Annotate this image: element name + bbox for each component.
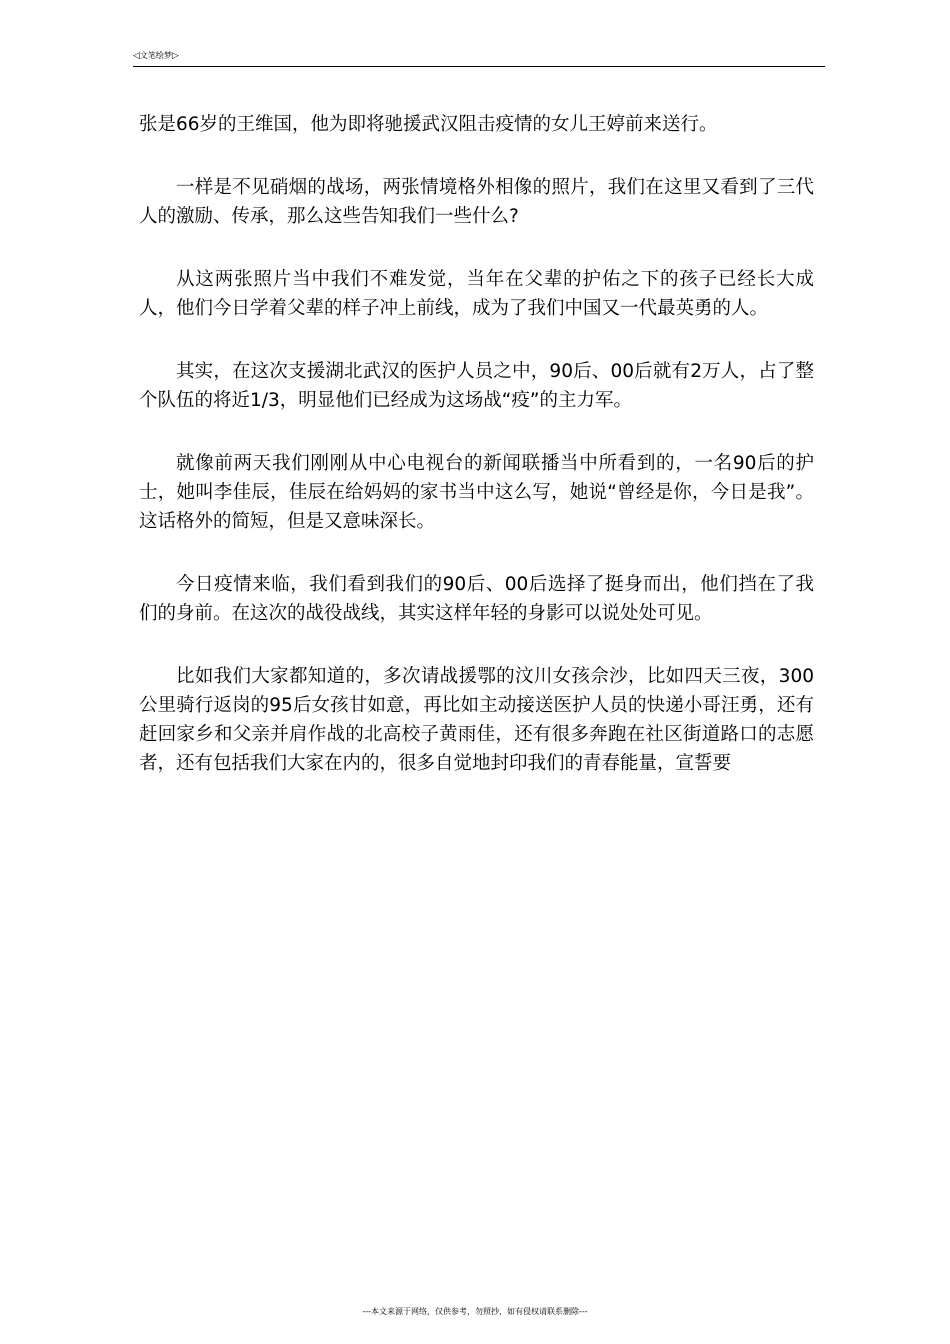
paragraph-2: 一样是不见硝烟的战场，两张情境格外相像的照片，我们在这里又看到了三代人的激励、传承，那么这些告知我们一些什么? [139, 177, 814, 227]
left-triangle-icon: ◁ [133, 51, 140, 61]
paragraph-5: 就像前两天我们刚刚从中心电视台的新闻联播当中所看到的，一名90后的护士，她叫李佳辰，佳辰在给妈妈的家书当中这么写，她说“曾经是你，今日是我”。这话格外的简短，但是又意味深长。 [139, 453, 814, 532]
paragraph-1: 张是66岁的王维国，他为即将驰援武汉阻击疫情的女儿王婷前来送行。 [139, 114, 718, 135]
page-footer: ---本文来源于网络，仅供参考，勿照抄，如有侵权请联系删除--- [362, 1307, 588, 1316]
paragraph-4: 其实，在这次支援湖北武汉的医护人员之中，90后、00后就有2万人，占了整个队伍的将近1/3，明显他们已经成为这场战“疫”的主力军。 [139, 361, 814, 411]
header-title-text: 文笔绘梦 [139, 51, 172, 60]
paragraph-7: 比如我们大家都知道的，多次请战援鄂的汶川女孩佘沙，比如四天三夜，300公里骑行返岗的95后女孩甘如意，再比如主动接送医护人员的快递小哥汪勇，还有赶回家乡和父亲并肩作战的北高校子黄雨佳，还有很多奔跑在社区街道路口的志愿者，还有包括我们大家在内的，很多自觉地封印我们的青春能量，宣誓要 [139, 666, 814, 774]
header-title [133, 50, 179, 62]
right-triangle-icon: ▷ [171, 51, 179, 61]
document-body [139, 110, 814, 812]
page-header [133, 50, 825, 67]
paragraph-3: 从这两张照片当中我们不难发觉，当年在父辈的护佑之下的孩子已经长大成人，他们今日学着父辈的样子冲上前线，成为了我们中国又一代最英勇的人。 [139, 269, 814, 319]
paragraph-6: 今日疫情来临，我们看到我们的90后、00后选择了挺身而出，他们挡在了我们的身前。在这次的战役战线，其实这样年轻的身影可以说处处可见。 [139, 574, 814, 624]
